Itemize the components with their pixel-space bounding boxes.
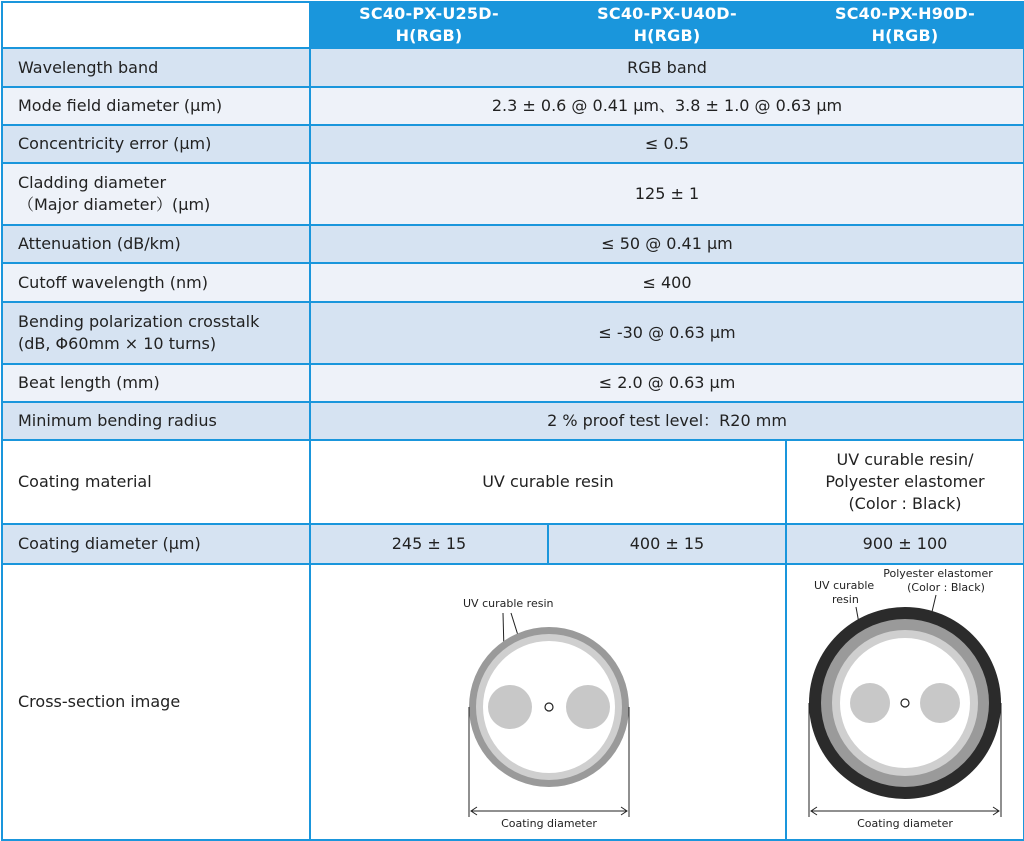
coating-material-3-line3: (Color : Black) xyxy=(848,494,962,513)
table-row xyxy=(2,440,1024,524)
right-core xyxy=(901,699,909,707)
row-value-wavelength: RGB band xyxy=(310,48,1024,87)
row-value-beat-length: ≤ 2.0 @ 0.63 µm xyxy=(310,364,1024,402)
row-value-coating-material-12: UV curable resin xyxy=(310,440,786,524)
right-elastomer-label-1: Polyester elastomer xyxy=(883,567,993,580)
row-label-crosstalk-line2: (dB, Φ60mm × 10 turns) xyxy=(18,334,217,353)
cross-section-right-diagram xyxy=(788,565,1022,833)
table-row xyxy=(2,87,1024,125)
header-model-3: SC40-PX-H90D-H(RGB) xyxy=(786,2,1024,48)
right-diameter-label: Coating diameter xyxy=(857,817,953,830)
row-value-mode-field: 2.3 ± 0.6 @ 0.41 µm、3.8 ± 1.0 @ 0.63 µm xyxy=(310,87,1024,125)
row-value-coating-material-3 xyxy=(786,440,1024,524)
table-row xyxy=(2,163,1024,225)
row-label-beat-length: Beat length (mm) xyxy=(2,364,310,402)
row-value-coating-diameter-1: 245 ± 15 xyxy=(310,524,548,564)
right-elastomer-label-2: (Color : Black) xyxy=(907,581,985,594)
coating-material-3-line1: UV curable resin/ xyxy=(836,450,974,469)
header-model-1: SC40-PX-U25D-H(RGB) xyxy=(310,2,548,48)
row-label-cladding xyxy=(2,163,310,225)
right-resin-label-1: UV curable xyxy=(814,579,875,592)
row-value-bending-radius: 2 % proof test level：R20 mm xyxy=(310,402,1024,440)
header-row xyxy=(2,2,1024,48)
row-value-concentricity: ≤ 0.5 xyxy=(310,125,1024,163)
coating-material-3-line2: Polyester elastomer xyxy=(825,472,985,491)
row-label-cladding-line2: （Major diameter）(µm) xyxy=(18,195,211,214)
row-value-attenuation: ≤ 50 @ 0.41 µm xyxy=(310,225,1024,263)
spec-table xyxy=(1,1,1024,841)
table-row xyxy=(2,564,1024,840)
left-diameter-label: Coating diameter xyxy=(501,817,597,830)
row-label-bending-radius: Minimum bending radius xyxy=(2,402,310,440)
cross-section-right-cell xyxy=(786,564,1024,840)
header-model-2: SC40-PX-U40D-H(RGB) xyxy=(548,2,786,48)
table-row xyxy=(2,364,1024,402)
row-label-concentricity: Concentricity error (µm) xyxy=(2,125,310,163)
table-row xyxy=(2,225,1024,263)
cross-section-left-cell xyxy=(310,564,786,840)
row-label-coating-diameter: Coating diameter (µm) xyxy=(2,524,310,564)
row-label-crosstalk-line1: Bending polarization crosstalk xyxy=(18,312,260,331)
row-label-wavelength: Wavelength band xyxy=(2,48,310,87)
left-stress-rod-1 xyxy=(488,685,532,729)
right-stress-rod-1 xyxy=(850,683,890,723)
right-resin-label-2: resin xyxy=(832,593,859,606)
table-row xyxy=(2,125,1024,163)
row-label-mode-field: Mode field diameter (µm) xyxy=(2,87,310,125)
row-label-attenuation: Attenuation (dB/km) xyxy=(2,225,310,263)
row-value-cutoff: ≤ 400 xyxy=(310,263,1024,302)
row-value-coating-diameter-2: 400 ± 15 xyxy=(548,524,786,564)
row-label-cutoff: Cutoff wavelength (nm) xyxy=(2,263,310,302)
left-core xyxy=(545,703,553,711)
cross-section-left-diagram xyxy=(313,565,783,833)
table-row xyxy=(2,524,1024,564)
row-label-cross-section: Cross-section image xyxy=(2,564,310,840)
left-stress-rod-2 xyxy=(566,685,610,729)
row-value-crosstalk: ≤ -30 @ 0.63 µm xyxy=(310,302,1024,364)
table-row xyxy=(2,302,1024,364)
row-label-coating-material: Coating material xyxy=(2,440,310,524)
table-row xyxy=(2,402,1024,440)
row-label-crosstalk xyxy=(2,302,310,364)
row-label-cladding-line1: Cladding diameter xyxy=(18,173,167,192)
table-row xyxy=(2,263,1024,302)
table-row xyxy=(2,48,1024,87)
row-value-cladding: 125 ± 1 xyxy=(310,163,1024,225)
right-stress-rod-2 xyxy=(920,683,960,723)
left-resin-label: UV curable resin xyxy=(463,597,554,610)
header-blank-cell xyxy=(2,2,310,48)
row-value-coating-diameter-3: 900 ± 100 xyxy=(786,524,1024,564)
